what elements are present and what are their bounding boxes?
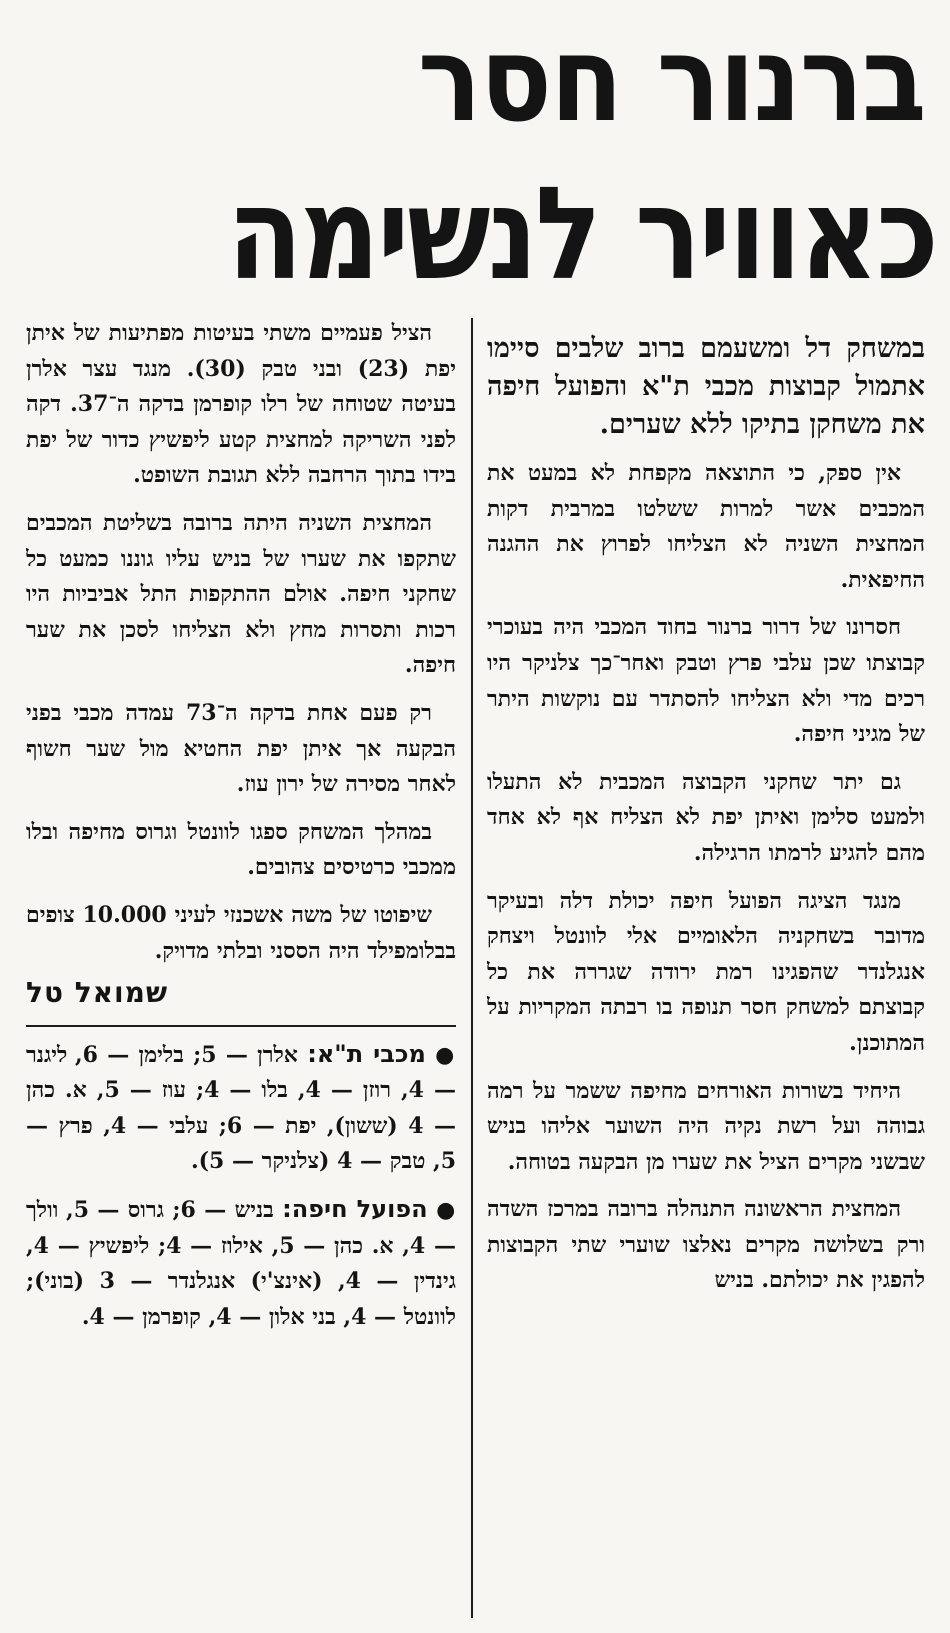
body-paragraph: המחצית השניה היתה ברובה בשליטת המכבים שתקפו את שערו של בניש עליו גוננו כמעט כל שחקני חיפה. אולם ההתקפות התל אביביות היו רכות ותסרות מחץ ולא הצליחו לסכן את שער חיפה. bbox=[26, 509, 456, 679]
body-paragraph: רק פעם אחת בדקה ה־73 עמדה מכבי בפני הבקעה אך איתן יפת החטיא מול שער חשוף לאחר מסירה של ירון עוז. bbox=[26, 699, 456, 798]
body-paragraph: המחצית הראשונה התנהלה ברובה במרכז השדה ורק בשלושה מקרים נאלצו שוערי שתי הקבוצות להפגין את יכולתם. בניש bbox=[487, 1196, 925, 1294]
right-column bbox=[487, 330, 925, 1620]
lineup-text: אלרן — 5; בלימן — 6, ליגנר — 4, רוזן — 4, בלו — 4; עוז — 5, א. כהן — 4 (ששון), יפת — 6; עלבי — 4, פרץ — 5, טבק — 4 (צלניקר — 5). bbox=[26, 1041, 456, 1175]
team-name: הפועל חיפה: bbox=[282, 1195, 428, 1224]
author-signature: שמואל טל bbox=[26, 976, 169, 1010]
body-paragraph: הציל פעמיים משתי בעיטות מפתיעות של איתן יפת (23) ובני טבק (30). מנגד עצר אלרן בעיטה שטוחה של רלו קופרמן בדקה ה־37. דקה לפני השריקה למחצית קטע ליפשיץ כדור של יפת בידו בתוך הרחבה ללא תגובת השופט. bbox=[26, 320, 456, 489]
body-paragraph: אין ספק, כי התוצאה מקפחת לא במעט את המכבים אשר למרות ששלטו במרבית דקות המחצית השניה לא הצליחו לפרוץ את ההגנה החיפאית. bbox=[487, 460, 925, 593]
column-divider bbox=[471, 318, 473, 1618]
lineup-separator bbox=[26, 1025, 456, 1027]
body-paragraph: מנגד הציגה הפועל חיפה יכולת דלה ובעיקר מדובר בשחקניה הלאומיים אלי לוונטל ויצחק אנגלנדר שהפגינו רמת ירודה שגררה את כל קבוצתם למשחק חסר תנופה בו רבתה המקריות על המתוכנן. bbox=[487, 887, 925, 1056]
team-name: מכבי ת"א: bbox=[307, 1039, 426, 1068]
lineup-text: בניש — 6; גרוס — 5, וולך — 4, א. כהן — 5, אילוז — 4; ליפשיץ — 4, גינדין — 4, (אינצ'י) אנגלנדר — 3 (בוני); לוונטל — 4, בני אלון — 4, קופרמן — 4. bbox=[26, 1197, 456, 1330]
body-paragraph: גם יתר שחקני הקבוצה המכבית לא התעלו ולמעט סלימן ואיתן יפת לא הצליח אף לא אחד מהם להגיע לרמתו הרגילה. bbox=[487, 768, 925, 866]
lead-paragraph: במשחק דל ומשעמם ברוב שלבים סיימו אתמול קבוצות מכבי ת"א והפועל חיפה את משחקן בתיקו ללא שערים. bbox=[487, 333, 925, 440]
bullet-icon: ● bbox=[436, 1197, 456, 1224]
body-paragraph: שיפוטו של משה אשכנזי לעיני 10.000 צופים בבלומפילד היה הססני ובלתי מדויק. bbox=[26, 901, 456, 964]
headline-line-1: ברנור חסר bbox=[417, 10, 925, 148]
lineup-hapoel bbox=[26, 1192, 456, 1335]
headline-line-2: כאוויר לנשימה bbox=[227, 160, 937, 309]
body-paragraph: חסרונו של דרור ברנור בחוד המכבי היה בעוכרי קבוצתו שכן עלבי פרץ וטבק ואחר־כך צלניקר היו רכים מדי ולא הצליחו להסתדר עם נוקשות היתר של מגיני חיפה. bbox=[487, 614, 925, 748]
body-paragraph: במהלך המשחק ספגו לוונטל וגרוס מחיפה ובלו ממכבי כרטיסים צהובים. bbox=[26, 818, 456, 881]
body-paragraph: היחיד בשורות האורחים מחיפה ששמר על רמה גבוהה ועל רשת נקיה היה השוער אליהו בניש שבשני מקרים הציל את שערו מן הבקעה בטוחה. bbox=[487, 1077, 925, 1175]
lineup-maccabi bbox=[26, 1037, 456, 1180]
bullet-icon: ● bbox=[435, 1041, 456, 1068]
left-column bbox=[26, 316, 456, 1606]
